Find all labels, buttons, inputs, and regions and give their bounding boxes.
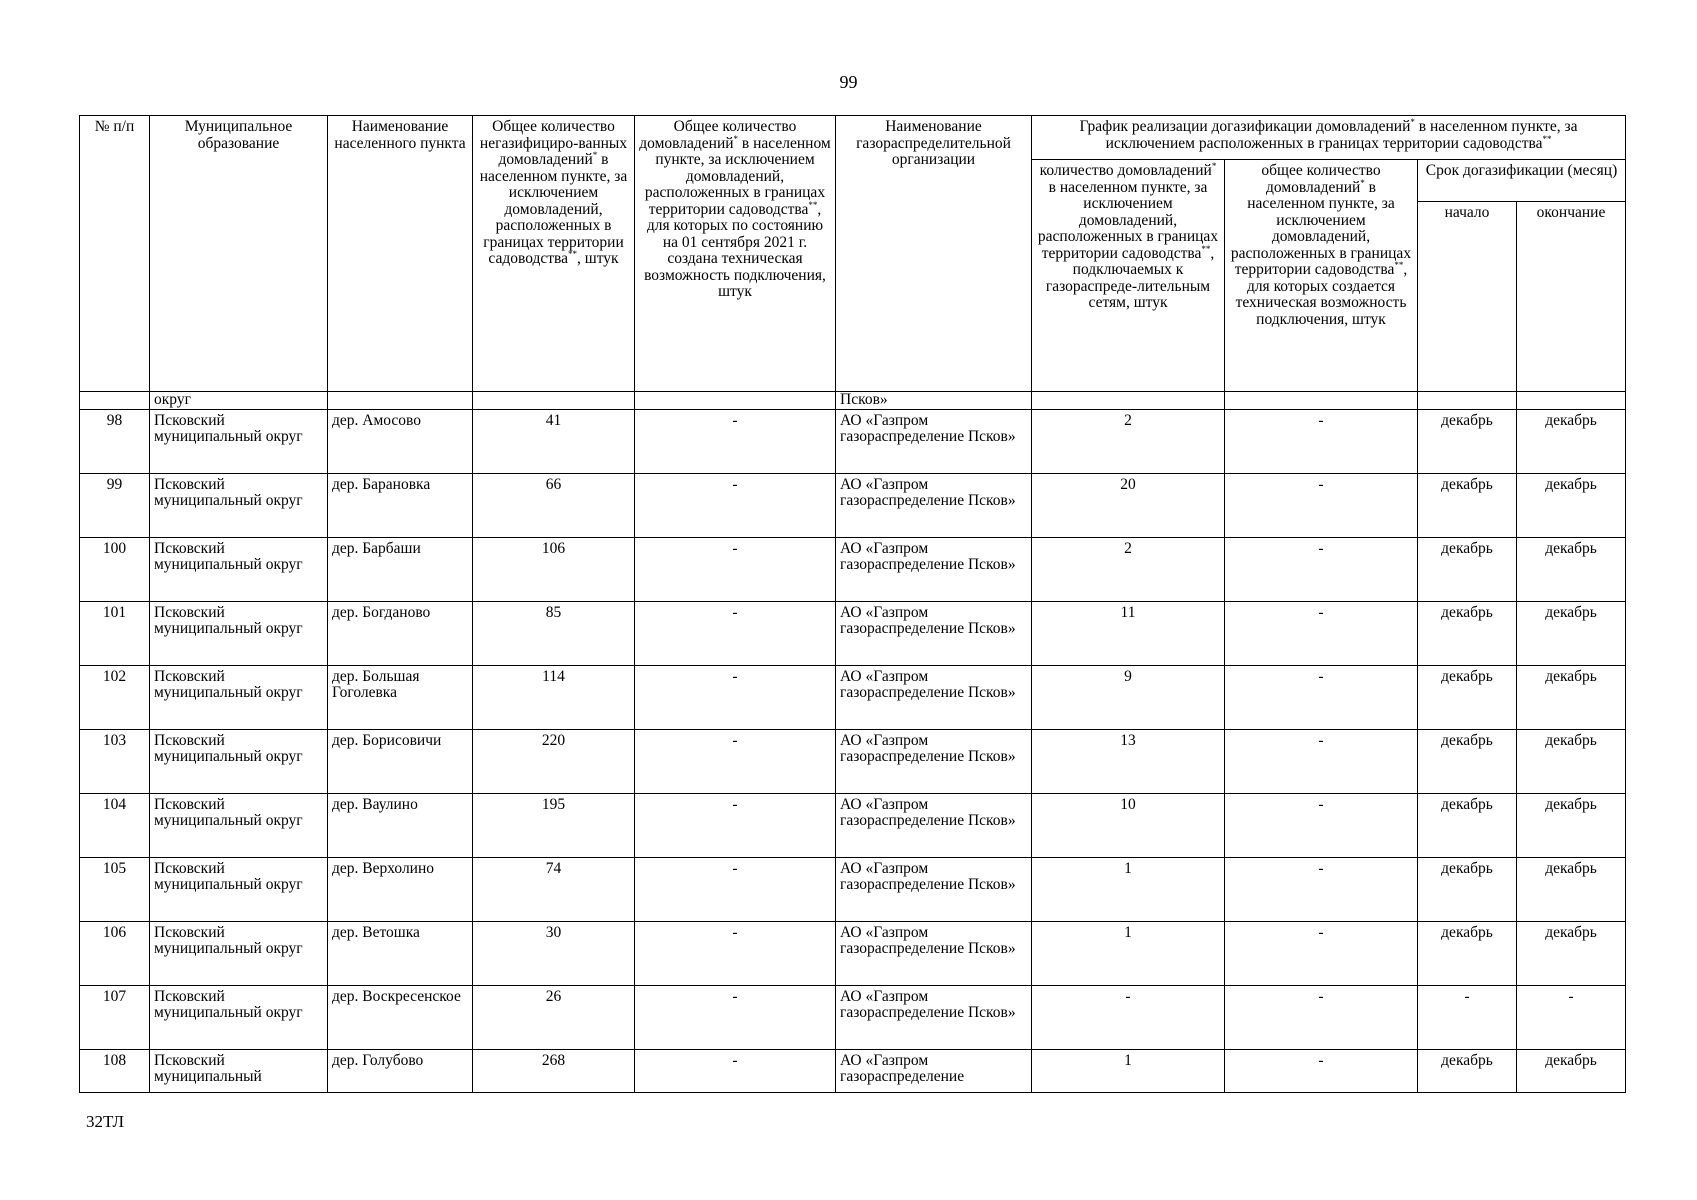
cell-connected: 1 <box>1032 1049 1225 1092</box>
cell-no: 98 <box>80 409 150 473</box>
cell-total: 74 <box>473 857 635 921</box>
cell-municipality: Псковский муниципальный округ <box>150 729 328 793</box>
cell-gdo: АО «Газпром газораспределение <box>836 1049 1032 1092</box>
cell-total: 220 <box>473 729 635 793</box>
cell-gdo: АО «Газпром газораспределение Псков» <box>836 665 1032 729</box>
cell-gdo: АО «Газпром газораспределение Псков» <box>836 857 1032 921</box>
cell-municipality: Псковский муниципальный округ <box>150 665 328 729</box>
cell-end: декабрь <box>1517 665 1626 729</box>
cell-total: 268 <box>473 1049 635 1092</box>
cell-no: 106 <box>80 921 150 985</box>
cell-connected: 1 <box>1032 921 1225 985</box>
cell-municipality: Псковский муниципальный округ <box>150 793 328 857</box>
cell-start: декабрь <box>1418 793 1517 857</box>
cell-connected: - <box>1032 985 1225 1049</box>
cell-connected: 2 <box>1032 409 1225 473</box>
cell-start: - <box>1418 985 1517 1049</box>
cell-tech: - <box>635 1049 836 1092</box>
table-row <box>80 857 1626 921</box>
cell-settlement: дер. Барановка <box>328 473 473 537</box>
cell-tech: - <box>635 601 836 665</box>
cell-tech: - <box>635 793 836 857</box>
cell-settlement: дер. Барбаши <box>328 537 473 601</box>
cell-municipality: округ <box>150 392 328 410</box>
cell-no: 99 <box>80 473 150 537</box>
cell-gdo: Псков» <box>836 392 1032 410</box>
cell-gdo: АО «Газпром газораспределение Псков» <box>836 409 1032 473</box>
cell-end: декабрь <box>1517 793 1626 857</box>
cell-gdo: АО «Газпром газораспределение Псков» <box>836 985 1032 1049</box>
cell-connected: 2 <box>1032 537 1225 601</box>
table-row <box>80 473 1626 537</box>
cell-connected: 13 <box>1032 729 1225 793</box>
cell-settlement: дер. Воскресенское <box>328 985 473 1049</box>
cell-tech: - <box>635 985 836 1049</box>
cell-municipality: Псковский муниципальный округ <box>150 857 328 921</box>
table-row <box>80 537 1626 601</box>
cell-start: декабрь <box>1418 921 1517 985</box>
cell-end: декабрь <box>1517 1049 1626 1092</box>
cell-gdo: АО «Газпром газораспределение Псков» <box>836 921 1032 985</box>
cell-no: 101 <box>80 601 150 665</box>
cell-gdo: АО «Газпром газораспределение Псков» <box>836 537 1032 601</box>
header-start: начало <box>1418 202 1517 392</box>
cell-created: - <box>1225 729 1418 793</box>
header-total-ungasified: Общее количество негазифициро-ванных домовладений* в населенном пункте, за исключением домовладений, расположенных в границах территории садоводства**, штук <box>473 116 635 392</box>
continuation-row <box>80 392 1626 410</box>
cell-no: 105 <box>80 857 150 921</box>
cell-end: - <box>1517 985 1626 1049</box>
cell-created: - <box>1225 537 1418 601</box>
header-schedule: График реализации догазификации домовладений* в населенном пункте, за исключением расположенных в границах территории садоводства** <box>1032 116 1626 160</box>
cell-start: декабрь <box>1418 601 1517 665</box>
cell-start: декабрь <box>1418 857 1517 921</box>
cell-connected: 11 <box>1032 601 1225 665</box>
header-total-created: общее количество домовладений* в населенном пункте, за исключением домовладений, расположенных в границах территории садоводства**, для которых создается техническая возможность подключения, штук <box>1225 160 1418 392</box>
header-gdo: Наименование газораспределительной организации <box>836 116 1032 392</box>
cell-created: - <box>1225 985 1418 1049</box>
cell-no: 102 <box>80 665 150 729</box>
cell-created: - <box>1225 409 1418 473</box>
cell-municipality: Псковский муниципальный <box>150 1049 328 1092</box>
cell-total: 30 <box>473 921 635 985</box>
cell-gdo: АО «Газпром газораспределение Псков» <box>836 729 1032 793</box>
cell-created: - <box>1225 793 1418 857</box>
header-connected: количество домовладений* в населенном пункте, за исключением домовладений, расположенных в границах территории садоводства**, подключаемых к газораспреде-лительным сетям, штук <box>1032 160 1225 392</box>
cell-start: декабрь <box>1418 1049 1517 1092</box>
header-end: окончание <box>1517 202 1626 392</box>
cell-no: 104 <box>80 793 150 857</box>
cell-created: - <box>1225 1049 1418 1092</box>
cell-no: 107 <box>80 985 150 1049</box>
gasification-table <box>79 115 1626 1093</box>
cell-gdo: АО «Газпром газораспределение Псков» <box>836 601 1032 665</box>
cell-end: декабрь <box>1517 729 1626 793</box>
cell-connected: 9 <box>1032 665 1225 729</box>
cell-total: 195 <box>473 793 635 857</box>
cell-created: - <box>1225 665 1418 729</box>
cell-settlement: дер. Верхолино <box>328 857 473 921</box>
cell-start: декабрь <box>1418 537 1517 601</box>
cell-connected: 20 <box>1032 473 1225 537</box>
cell-settlement: дер. Богданово <box>328 601 473 665</box>
cell-municipality: Псковский муниципальный округ <box>150 601 328 665</box>
cell-start: декабрь <box>1418 729 1517 793</box>
cell-municipality: Псковский муниципальный округ <box>150 985 328 1049</box>
footer-code: 32ТЛ <box>86 1112 125 1131</box>
cell-settlement: дер. Ваулино <box>328 793 473 857</box>
cell-no: 103 <box>80 729 150 793</box>
cell-settlement: дер. Борисовичи <box>328 729 473 793</box>
cell-tech: - <box>635 537 836 601</box>
cell-connected: 10 <box>1032 793 1225 857</box>
cell-start: декабрь <box>1418 409 1517 473</box>
table-row <box>80 601 1626 665</box>
header-municipality: Муниципальное образование <box>150 116 328 392</box>
cell-tech: - <box>635 921 836 985</box>
cell-created: - <box>1225 857 1418 921</box>
cell-connected: 1 <box>1032 857 1225 921</box>
cell-tech: - <box>635 729 836 793</box>
cell-total: 106 <box>473 537 635 601</box>
cell-start: декабрь <box>1418 665 1517 729</box>
table-row <box>80 921 1626 985</box>
cell-end: декабрь <box>1517 921 1626 985</box>
cell-created: - <box>1225 921 1418 985</box>
cell-created: - <box>1225 601 1418 665</box>
cell-end: декабрь <box>1517 473 1626 537</box>
table-row <box>80 409 1626 473</box>
cell-total: 66 <box>473 473 635 537</box>
cell-gdo: АО «Газпром газораспределение Псков» <box>836 793 1032 857</box>
cell-end: декабрь <box>1517 601 1626 665</box>
cell-tech: - <box>635 857 836 921</box>
cell-tech: - <box>635 473 836 537</box>
table-body <box>80 409 1626 1092</box>
cell-end: декабрь <box>1517 409 1626 473</box>
cell-total: 41 <box>473 409 635 473</box>
table-row <box>80 1049 1626 1092</box>
cell-total: 85 <box>473 601 635 665</box>
cell-total: 114 <box>473 665 635 729</box>
cell-tech: - <box>635 409 836 473</box>
table-row <box>80 985 1626 1049</box>
cell-settlement: дер. Амосово <box>328 409 473 473</box>
cell-gdo: АО «Газпром газораспределение Псков» <box>836 473 1032 537</box>
table-row <box>80 793 1626 857</box>
header-term: Срок догазификации (месяц) <box>1418 160 1626 202</box>
cell-total: 26 <box>473 985 635 1049</box>
cell-tech: - <box>635 665 836 729</box>
cell-end: декабрь <box>1517 537 1626 601</box>
cell-no: 100 <box>80 537 150 601</box>
header-total-tech: Общее количество домовладений* в населенном пункте, за исключением домовладений, расположенных в границах территории садоводства**, для которых по состоянию на 01 сентября 2021 г. создана техническая возможность подключения, штук <box>635 116 836 392</box>
cell-municipality: Псковский муниципальный округ <box>150 921 328 985</box>
cell-start: декабрь <box>1418 473 1517 537</box>
cell-no: 108 <box>80 1049 150 1092</box>
table-row <box>80 665 1626 729</box>
cell-municipality: Псковский муниципальный округ <box>150 537 328 601</box>
header-settlement: Наименование населенного пункта <box>328 116 473 392</box>
header-no: № п/п <box>80 116 150 392</box>
cell-municipality: Псковский муниципальный округ <box>150 409 328 473</box>
cell-municipality: Псковский муниципальный округ <box>150 473 328 537</box>
cell-created: - <box>1225 473 1418 537</box>
page-number: 99 <box>839 72 858 92</box>
cell-settlement: дер. Ветошка <box>328 921 473 985</box>
cell-settlement: дер. Голубово <box>328 1049 473 1092</box>
cell-settlement: дер. Большая Гоголевка <box>328 665 473 729</box>
cell-end: декабрь <box>1517 857 1626 921</box>
table-row <box>80 729 1626 793</box>
